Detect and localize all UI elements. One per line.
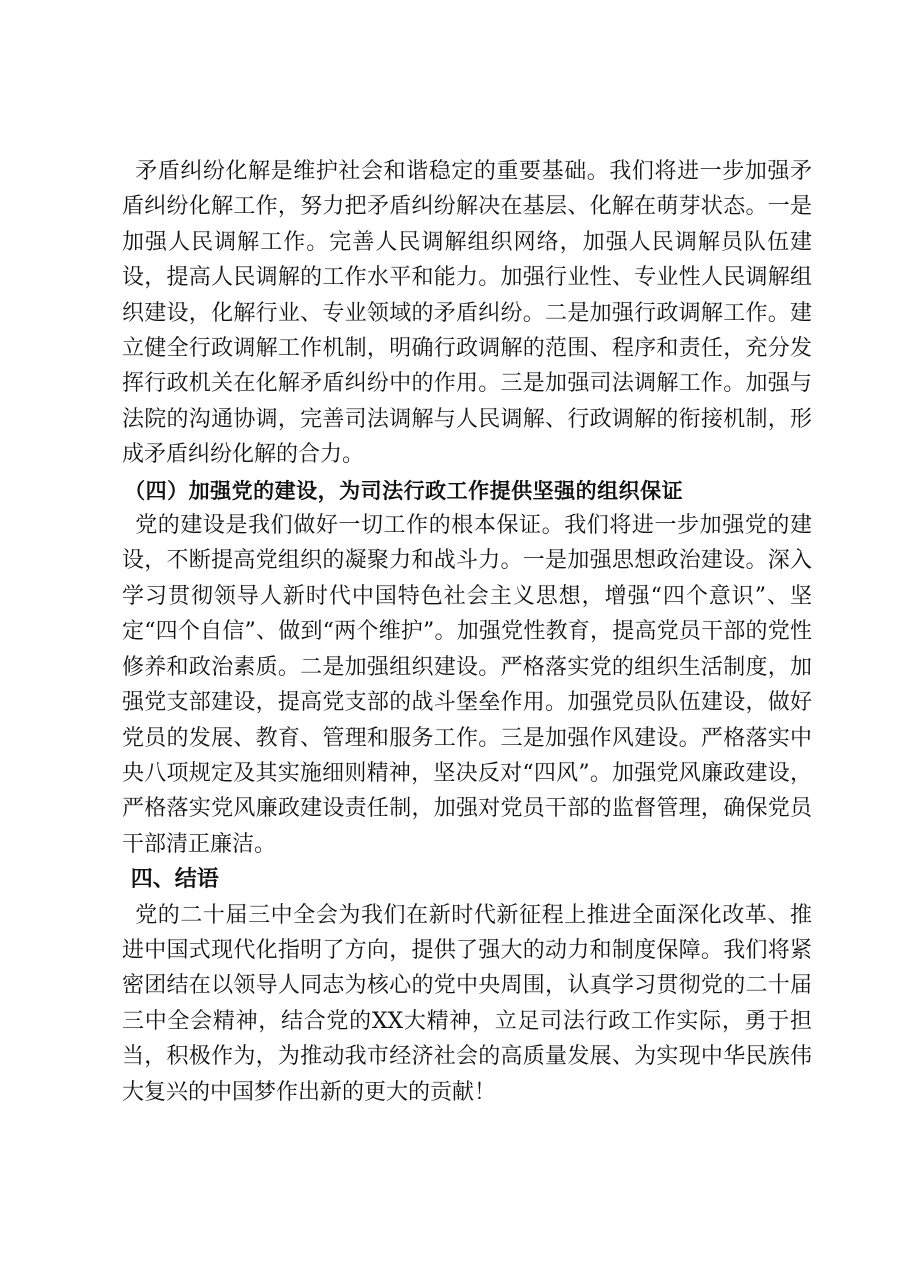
section-heading-conclusion: 四、结语: [130, 867, 219, 893]
paragraph-conclusion: 党的二十届三中全会为我们在新时代新征程上推进全面深化改革、推进中国式现代化指明了方向，提供了强大的动力和制度保障。我们将紧密团结在以领导人同志为核心的党中央周围，认真学习贯彻党的二十届三中全会精神，结合党的XX大精神，立足司法行政工作实际，勇于担当，积极作为，为推动我市经济社会的高质量发展、为实现中华民族伟大复兴的中国梦作出新的更大的贡献！: [122, 902, 812, 1105]
paragraph-party-building: 党的建设是我们做好一切工作的根本保证。我们将进一步加强党的建设，不断提高党组织的凝聚力和战斗力。一是加强思想政治建设。深入学习贯彻领导人新时代中国特色社会主义思想，增强“四个意识”、坚定“四个自信”、做到“两个维护”。加强党性教育，提高党员干部的党性修养和政治素质。二是加强组织建设。严格落实党的组织生活制度，加强党支部建设，提高党支部的战斗堡垒作用。加强党员队伍建设，做好党员的发展、教育、管理和服务工作。三是加强作风建设。严格落实中央八项规定及其实施细则精神，坚决反对“四风”。加强党风廉政建设，严格落实党风廉政建设责任制，加强对党员干部的监督管理，确保党员干部清正廉洁。: [122, 513, 812, 857]
subsection-heading-party-building: （四）加强党的建设，为司法行政工作提供坚强的组织保证: [124, 477, 684, 503]
paragraph-dispute-resolution: 矛盾纠纷化解是维护社会和谐稳定的重要基础。我们将进一步加强矛盾纠纷化解工作，努力把矛盾纠纷解决在基层、化解在萌芽状态。一是加强人民调解工作。完善人民调解组织网络，加强人民调解员队伍建设，提高人民调解的工作水平和能力。加强行业性、专业性人民调解组织建设，化解行业、专业领域的矛盾纠纷。二是加强行政调解工作。建立健全行政调解工作机制，明确行政调解的范围、程序和责任，充分发挥行政机关在化解矛盾纠纷中的作用。三是加强司法调解工作。加强与法院的沟通协调，完善司法调解与人民调解、行政调解的衔接机制，形成矛盾纠纷化解的合力。: [122, 159, 812, 468]
document-body: [122, 154, 812, 1110]
